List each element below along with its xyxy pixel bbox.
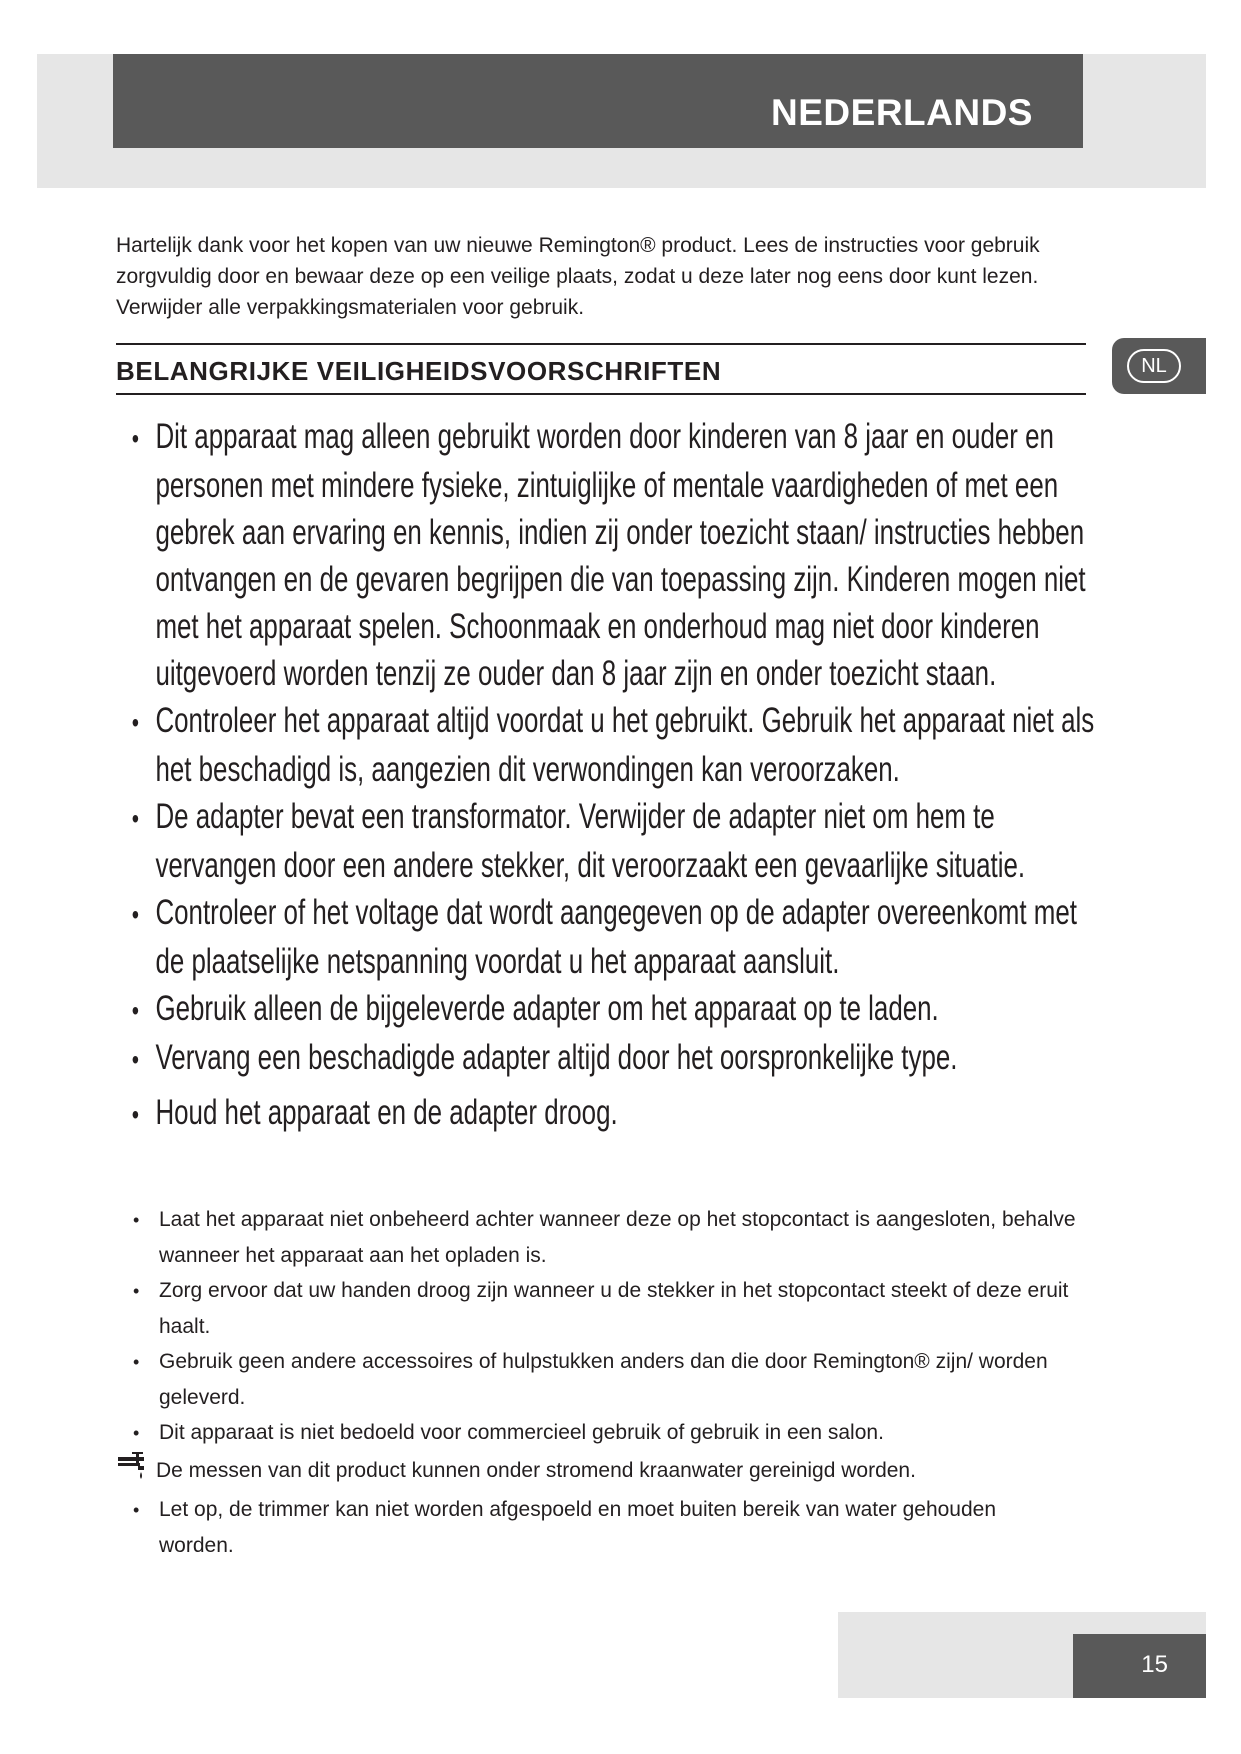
list-item: • Gebruik geen andere accessoires of hulpstukken anders dan die door Remington® zijn/ worden geleverd. [116, 1344, 1076, 1415]
list-item: • Dit apparaat mag alleen gebruikt worden door kinderen van 8 jaar en ouder en personen met mindere fysieke, zintuiglijke of mentale vaardigheden of met een gebrek aan ervaring en kennis, indien zij onder toezicht staan/ instructies hebben ontvangen en de gevaren begrijpen die van toepassing zijn. Kinderen mogen niet met het apparaat spelen. Schoonmaak en onderhoud mag niet door kinderen uitgevoerd worden tenzij ze ouder dan 8 jaar zijn en onder toezicht staan. [114, 413, 1095, 697]
list-item: • Vervang een beschadigde adapter altijd door het oorspronkelijke type. [114, 1034, 1095, 1083]
list-item: • Zorg ervoor dat uw handen droog zijn wanneer u de stekker in het stopcontact steekt of deze eruit haalt. [116, 1273, 1076, 1344]
language-badge: NL [1127, 349, 1181, 383]
list-item: • Controleer of het voltage dat wordt aangegeven op de adapter overeenkomt met de plaatselijke netspanning voordat u het apparaat aansluit. [114, 889, 1095, 985]
list-item: • Let op, de trimmer kan niet worden afgespoeld en moet buiten bereik van water gehouden worden. [116, 1492, 1076, 1563]
safety-list-large [114, 413, 1095, 1138]
header-bar [113, 54, 1083, 148]
list-item: • Houd het apparaat en de adapter droog. [114, 1089, 1095, 1138]
heading-top-rule [116, 343, 1086, 345]
intro-paragraph: Hartelijk dank voor het kopen van uw nieuwe Remington® product. Lees de instructies voor gebruik zorgvuldig door en bewaar deze op een veilige plaats, zodat u deze later nog eens door kunt lezen. Verwijder alle verpakkingsmaterialen voor gebruik. [116, 234, 1040, 319]
list-item: • Gebruik alleen de bijgeleverde adapter om het apparaat op te laden. [114, 985, 1095, 1034]
language-title: NEDERLANDS [771, 92, 1033, 133]
page-number-box [1073, 1634, 1206, 1698]
page-number: 15 [1141, 1651, 1168, 1678]
list-item: • Controleer het apparaat altijd voordat u het gebruikt. Gebruik het apparaat niet als het beschadigd is, aangezien dit verwondingen kan veroorzaken. [114, 697, 1095, 793]
list-item: • Laat het apparaat niet onbeheerd achter wanneer deze op het stopcontact is aangesloten, behalve wanneer het apparaat aan het opladen is. [116, 1202, 1076, 1273]
list-item: De messen van dit product kunnen onder stromend kraanwater gereinigd worden. [116, 1451, 1076, 1492]
water-tap-icon [116, 1451, 156, 1492]
safety-list-small [116, 1202, 1076, 1563]
heading-bottom-rule [116, 393, 1086, 395]
list-item: • Dit apparaat is niet bedoeld voor commercieel gebruik of gebruik in een salon. [116, 1415, 1076, 1451]
list-item: • De adapter bevat een transformator. Verwijder de adapter niet om hem te vervangen door een andere stekker, dit veroorzaakt een gevaarlijke situatie. [114, 793, 1095, 889]
language-tab [1112, 338, 1206, 394]
section-heading: BELANGRIJKE VEILIGHEIDSVOORSCHRIFTEN [116, 356, 722, 386]
